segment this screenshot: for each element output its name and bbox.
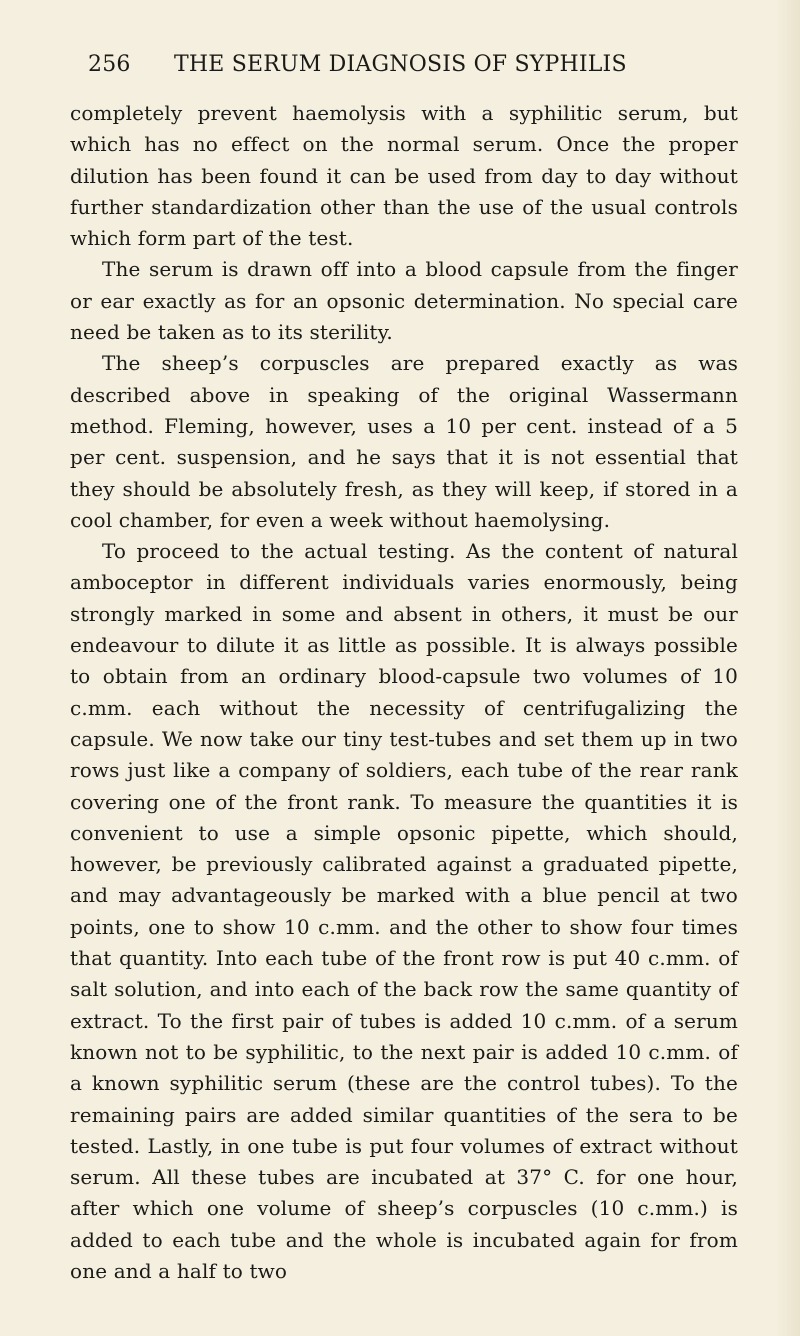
- body-text: [70, 98, 738, 1287]
- running-title: THE SERUM DIAGNOSIS OF SYPHILIS: [174, 52, 627, 77]
- page-edge-shadow: [776, 0, 800, 1336]
- paragraph-2: The serum is drawn off into a blood capsule from the finger or ear exactly as for an opsonic determination. No special care need be taken as to its sterility.: [70, 257, 738, 345]
- page-number: 256: [88, 52, 131, 77]
- running-header: [70, 52, 744, 88]
- paragraph-3: The sheep’s corpuscles are prepared exactly as was described above in speaking of the original Wassermann method. Fleming, however, uses a 10 per cent. instead of a 5 per cent. suspension, and he says that it is not essential that they should be absolutely fresh, as they will keep, if stored in a cool chamber, for even a week without haemolysing.: [70, 351, 738, 532]
- paragraph-4: To proceed to the actual testing. As the content of natural amboceptor in different individuals varies enormously, being strongly marked in some and absent in others, it must be our endeavour to dilute it as little as possible. It is always possible to obtain from an ordinary blood-capsule two volumes of 10 c.mm. each without the necessity of centrifugalizing the capsule. We now take our tiny test-tubes and set them up in two rows just like a company of soldiers, each tube of the rear rank covering one of the front rank. To measure the quantities it is convenient to use a simple opsonic pipette, which should, however, be previously calibrated against a graduated pipette, and may advantageously be marked with a blue pencil at two points, one to show 10 c.mm. and the other to show four times that quantity. Into each tube of the front row is put 40 c.mm. of salt solution, and into each of the back row the same quantity of extract. To the first pair of tubes is added 10 c.mm. of a serum known not to be syphilitic, to the next pair is added 10 c.mm. of a known syphilitic serum (these are the control tubes). To the remaining pairs are added similar quantities of the sera to be tested. Lastly, in one tube is put four volumes of extract without serum. All these tubes are incubated at 37° C. for one hour, after which one volume of sheep’s corpuscles (10 c.mm.) is added to each tube and the whole is incubated again for from one and a half to two: [70, 539, 738, 1283]
- paragraph-1: completely prevent haemolysis with a syphilitic serum, but which has no effect on the normal serum. Once the proper dilution has been found it can be used from day to day without further standardization other than the use of the usual controls which form part of the test.: [70, 101, 738, 251]
